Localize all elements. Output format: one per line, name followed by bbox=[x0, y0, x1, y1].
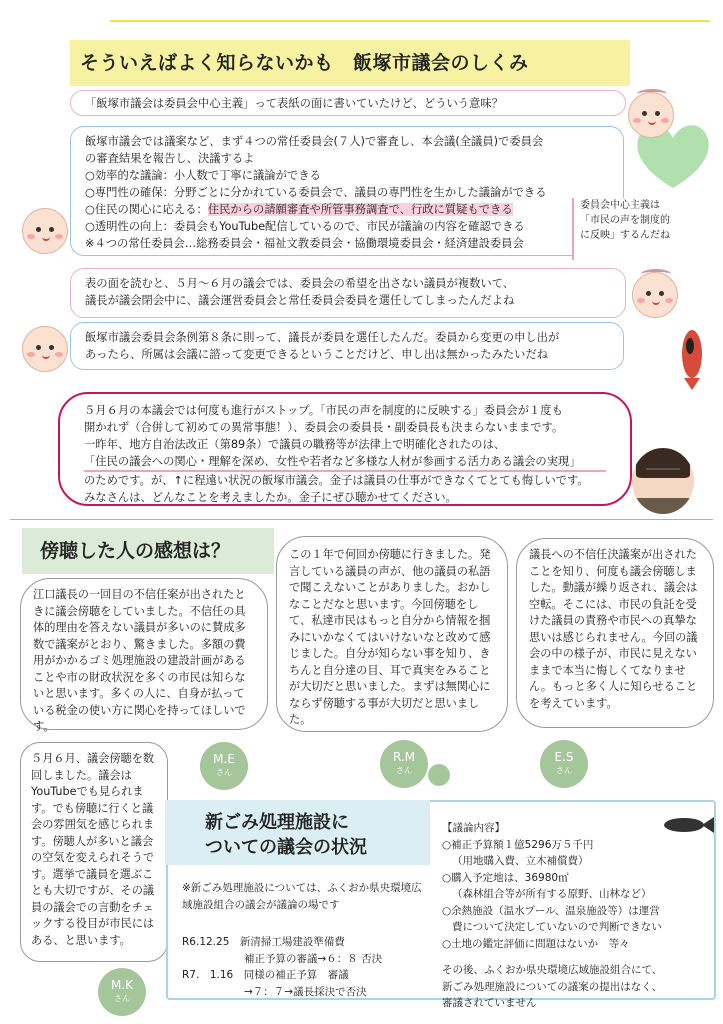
highlight-text: 住民からの請願審査や所管事務調査で、行政に質疑もできる bbox=[207, 203, 513, 216]
fish-icon bbox=[660, 812, 716, 838]
answer-1-line: ○透明性の向上：委員会もYouTube配信しているので、市民が議論の内容を確認できる bbox=[85, 220, 525, 233]
top-divider bbox=[110, 20, 710, 22]
comment-rm: この１年で何回か傍聴に行きました。発言している議員の声が、他の議員の私語で聞こえないことがありました。おかしなことだなと思います。今回傍聴をして、私達市民はもっと自分から情報を掴みにいかなくてはいけないなと改めて感じました。自分が知らない事を知り、きちんと自分達の目、耳で真実をみることが大切だと思いました。まずは無関心にならず傍聴する事が大切だと思いました。 bbox=[276, 536, 508, 732]
answer-1-line: ○効率的な議論：小人数で丁寧に議論ができる bbox=[85, 169, 321, 182]
section-heading: 傍聴した人の感想は？ bbox=[22, 528, 274, 574]
author-rm-badge: R.M さん bbox=[380, 740, 428, 788]
garbage-contents: 【議論内容】 ○補正予算額１億5296万５千円 （用地購入費、立木補償費） ○購入予定地は、36980㎡ （森林組合等が所有する原野、山林など） ○余熱施設（温水プール、温泉施設等）は運営 費について決定していないので判断できない ○土地の鑑定評価に問題はないか 等々 その後、ふくおか県央環境広域施設組合にて、 新ごみ処理施設についての議案の提出はなく、 審議されていません bbox=[442, 822, 663, 1009]
question-2-line: 議長が議会閉会中に、議会運営委員会と常任委員会委員を選任してしまったんだよね bbox=[85, 294, 515, 307]
answer-bubble-2 bbox=[70, 322, 624, 370]
answer-1-line: ※４つの常任委員会…総務委員会・福祉文教委員会・協働環境委員会・経済建設委員会 bbox=[85, 237, 524, 250]
boy-face-icon bbox=[22, 326, 68, 372]
answer-bubble-1 bbox=[70, 126, 624, 256]
comment-mk: ５月６月、議会傍聴を数回しました。議会はYouTubeでも見られます。でも傍聴に行くと議会の雰囲気を感じられます。傍聴人が多いと議会の空気を変えられそうです。選挙で議員を選ぶことも大切ですが、その議員の議会での言動をチェックする役目が市民にはある、と思います。 bbox=[20, 742, 168, 962]
question-1-text: 「飯塚市議会は委員会中心主義」って表紙の面に書いていたけど、どういう意味？ bbox=[85, 97, 503, 110]
answer-1-line: 飯塚市議会では議案など、まず４つの常任委員会(７人)で審査し、本会議(全議員)で委員会 bbox=[85, 135, 544, 148]
garbage-heading: 新ごみ処理施設に ついての議会の状況 bbox=[165, 800, 430, 865]
question-bubble-1 bbox=[70, 90, 626, 116]
boy-face-icon bbox=[22, 208, 68, 254]
main-line: のためです。が、↑に程遠い状況の飯塚市議会。金子は議員の仕事ができなくてとても悔しいです。 bbox=[84, 474, 589, 487]
koi-fish-icon bbox=[672, 322, 712, 392]
main-line: みなさんは、どんなことを考えましたか。金子にぜひ聴かせてください。 bbox=[84, 491, 457, 504]
main-line: ５月６月の本議会では何度も進行がストップ。「市民の声を制度的に反映する」委員会が１度も bbox=[84, 404, 563, 417]
comment-me: 江口議長の一回目の不信任案が出されたときに議会傍聴をしていました。不信任の具体的理由を答えない議員が多いのに賛成多数で議案がとおり、驚きました。多額の費用がかかるゴミ処理施設の建設計画があることや市の財政状況を多くの市民は知らないと思います。多くの人に、自身が払っている税金の使い方に関心を持ってほしいです。 bbox=[20, 578, 268, 730]
answer-2-line: あったら、所属は会議に諮って変更できるということだけど、申し出は無かったみたいだね bbox=[85, 348, 549, 361]
comment-es: 議長への不信任決議案が出されたことを知り、何度も議会傍聴しました。動議が繰り返され、議会は空転。そこには、市民の負託を受けた議員の責務や市民への真摯な思いは感じられません。今回の議会の中の様子が、市民に見えないままで本当に悔しくてなりません。もっと多く人に知らせることを考えています。 bbox=[516, 538, 714, 728]
main-line: 「住民の議会への関心・理解を深め、女性や若者など多様な人材が参画する活力ある議会の実現」 bbox=[84, 453, 606, 472]
answer-1-line: の審査結果を報告し、決議するよ bbox=[85, 152, 255, 165]
garbage-timeline: R6.12.25 新清掃工場建設準備費 補正予算の審議→６：８ 否決 R7. 1.16 同様の補正予算 審議 →７：７→議長採決で否決 bbox=[182, 936, 383, 998]
author-mk-badge: M.K さん bbox=[98, 968, 146, 1016]
answer-2-line: 飯塚市議会委員会条例第８条に則って、議長が委員を選任したんだ。委員から変更の申し出が bbox=[85, 331, 560, 344]
section-divider bbox=[10, 519, 713, 520]
main-message-bubble bbox=[58, 392, 632, 506]
main-line: 一昨年、地方自治法改正（第89条）で議員の職務等が法律上で明確化されたのは、 bbox=[84, 438, 506, 451]
question-2-line: 表の面を読むと、５月～６月の議会では、委員会の希望を出さない議員が複数いて、 bbox=[85, 277, 515, 290]
answer-1-line: ○住民の関心に応える：住民からの請願審査や所管事務調査で、行政に質疑もできる bbox=[85, 203, 513, 216]
girl-face-icon bbox=[632, 272, 678, 318]
portrait-photo bbox=[632, 448, 694, 514]
author-es-badge: E.S さん bbox=[540, 740, 588, 788]
page-title: そういえばよく知らないかも 飯塚市議会のしくみ bbox=[70, 40, 630, 86]
question-bubble-2 bbox=[70, 268, 626, 318]
garbage-note: ※新ごみ処理施設については、ふくおか県央環境広域施設組合の議会が議論の場です bbox=[182, 882, 422, 911]
girl-face-icon bbox=[628, 92, 674, 138]
answer-1-line: ○専門性の確保：分野ごとに分かれている委員会で、議員の専門性を生かした議論ができる bbox=[85, 186, 547, 199]
author-me-badge: M.E さん bbox=[200, 742, 248, 790]
main-line: 開かれず（合併して初めての異常事態！）、委員会の委員長・副委員長も決まらないままです。 bbox=[84, 421, 564, 434]
side-note: 委員会中心主義は「市民の声を制度的に反映」するんだね bbox=[572, 198, 672, 260]
person-silhouette-icon bbox=[428, 764, 450, 786]
